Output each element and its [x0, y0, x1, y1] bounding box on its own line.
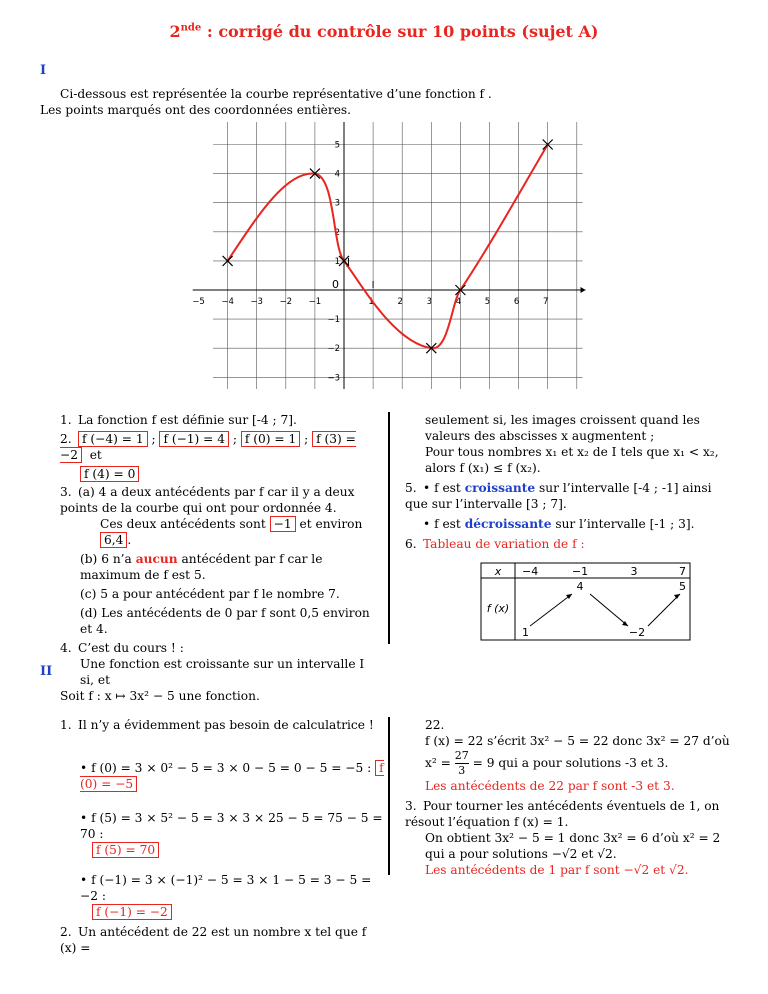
y-tick-label: 3 — [334, 198, 340, 209]
variation-table — [480, 562, 692, 642]
tv-arrow-down — [590, 594, 628, 626]
page-title: 2nde : corrigé du contrôle sur 10 points (sujet A) — [169, 22, 599, 41]
part1-right-column: seulement si, les images croissent quand les valeurs des abscisses x augmentent ; Pour tous nombres x₁ et x₂ de I tels que x₁ < x₂, alors f (x₁) ≤ f (x₂). 5. • f est croissante sur l’intervalle [-4 ; -1] ainsi que sur l’intervalle [3 ; 7]. • f est décroissante sur l’intervalle [-1 ; 3]. 6. Tableau de variation de f : — [405, 413, 719, 551]
x-tick-label: 5 — [484, 297, 491, 307]
origin-label: 0 — [332, 278, 339, 291]
x-tick-label: 1 — [368, 297, 374, 307]
function-graph — [170, 122, 590, 404]
tv-x-value: 7 — [679, 565, 686, 578]
part2-right-column: 22. f (x) = 22 s’écrit 3x² − 5 = 22 donc 3x² = 27 d’où x² = $\frac{27}{3}$ = 9 qui a pour solutions -3 et 3. Les antécédents de 22 par f sont -3 et 3. 3. Pour tourner les antécédents éventuels de 1, on résout l’équation f (x) = 1. On obtient 3x² − 5 = 1 donc 3x² = 6 d’où x² = 2 qui a pour solutions −√2 et √2. Les antécédents de 1 par f sont −√2 et √2. — [405, 718, 730, 877]
y-tick-label: 2 — [334, 227, 340, 238]
tv-x-label: x — [494, 565, 502, 578]
x-tick-label: −2 — [279, 297, 293, 307]
graph-tick-labels — [192, 122, 548, 383]
tv-arrow-up — [648, 594, 680, 626]
part2-left-column: 1. Il n’y a évidemment pas besoin de calculatrice ! • f (0) = 3 × 0² − 5 = 3 × 0 − 5 = 0 − 5 = −5 : f (0) = −5 • f (5) = 3 × 5² − 5 = 3 × 3 × 25 − 5 = 75 − 5 = 70 : f (5) = 70 • f (−1) = 3 × (−1)² − 5 = 3 × 1 − 5 = 3 − 5 = −2 : f (−1) = −2 2. Un antécédent de 22 est un nombre x tel que f (x) = — [60, 718, 384, 955]
x-axis-arrow — [581, 287, 586, 293]
y-tick-label: 4 — [334, 169, 340, 180]
part2-intro: Soit f : x ↦ 3x² − 5 une fonction. — [60, 689, 260, 703]
column-divider-1 — [388, 412, 390, 644]
y-tick-label: 1 — [334, 256, 340, 267]
y-tick-label: −2 — [327, 344, 340, 355]
graph-grid — [213, 122, 583, 389]
tv-f-value: 1 — [522, 626, 529, 639]
x-tick-label: −5 — [192, 297, 205, 307]
x-tick-label: −1 — [308, 297, 322, 307]
y-tick-label: −3 — [327, 373, 340, 384]
x-tick-label: −3 — [250, 297, 263, 307]
x-tick-label: 7 — [542, 297, 549, 307]
part1-left-column: 1. La fonction f est définie sur [-4 ; 7]. 2. f (−4) = 1 ; f (−1) = 4 ; f (0) = 1 ; f (3) = −2 et f (4) = 0 3. (a) 4 a deux antécédents par f car il y a deux points de la courbe qui ont pour ordonnée 4. Ces deux antécédents sont −1 et environ 6,4 . (b) 6 n’a aucun antécédent par f car le maximum de f est 5. (c) 5 a pour antécédent par f le nombre 7. (d) Les antécédents de 0 par f sont 0,5 environ et 4. 4. C’est du cours ! : Une fonction est croissante sur un intervalle I si, et — [60, 413, 370, 687]
tv-f-value: 4 — [576, 580, 584, 593]
x-tick-label: 4 — [455, 297, 462, 307]
x-tick-label: 3 — [426, 297, 433, 307]
tv-fx-label: f (x) — [486, 602, 510, 615]
x-tick-label: 2 — [397, 297, 403, 307]
y-tick-label: 5 — [334, 140, 340, 151]
y-tick-label: −1 — [327, 315, 340, 326]
tv-arrow-up — [530, 594, 572, 626]
tv-x-value: −4 — [522, 565, 539, 578]
intro-line-2: Les points marqués ont des coordonnées entières. — [40, 103, 352, 117]
intro-line-1: Ci-dessous est représentée la courbe représentative d’une fonction f . — [60, 87, 492, 101]
tv-x-value: −1 — [571, 565, 589, 578]
j-label: J — [347, 256, 350, 268]
tv-x-value: 3 — [630, 565, 638, 578]
x-tick-label: −4 — [221, 297, 234, 307]
column-divider-2 — [388, 717, 390, 875]
i-label: I — [371, 280, 375, 291]
section-heading-2: II — [40, 664, 53, 679]
section-heading-1: I — [40, 63, 47, 78]
function-curve — [228, 145, 548, 349]
tv-f-value: −2 — [628, 626, 646, 639]
graph-axes — [193, 122, 586, 389]
tv-f-value: 5 — [679, 580, 686, 593]
x-tick-label: 6 — [513, 297, 520, 307]
